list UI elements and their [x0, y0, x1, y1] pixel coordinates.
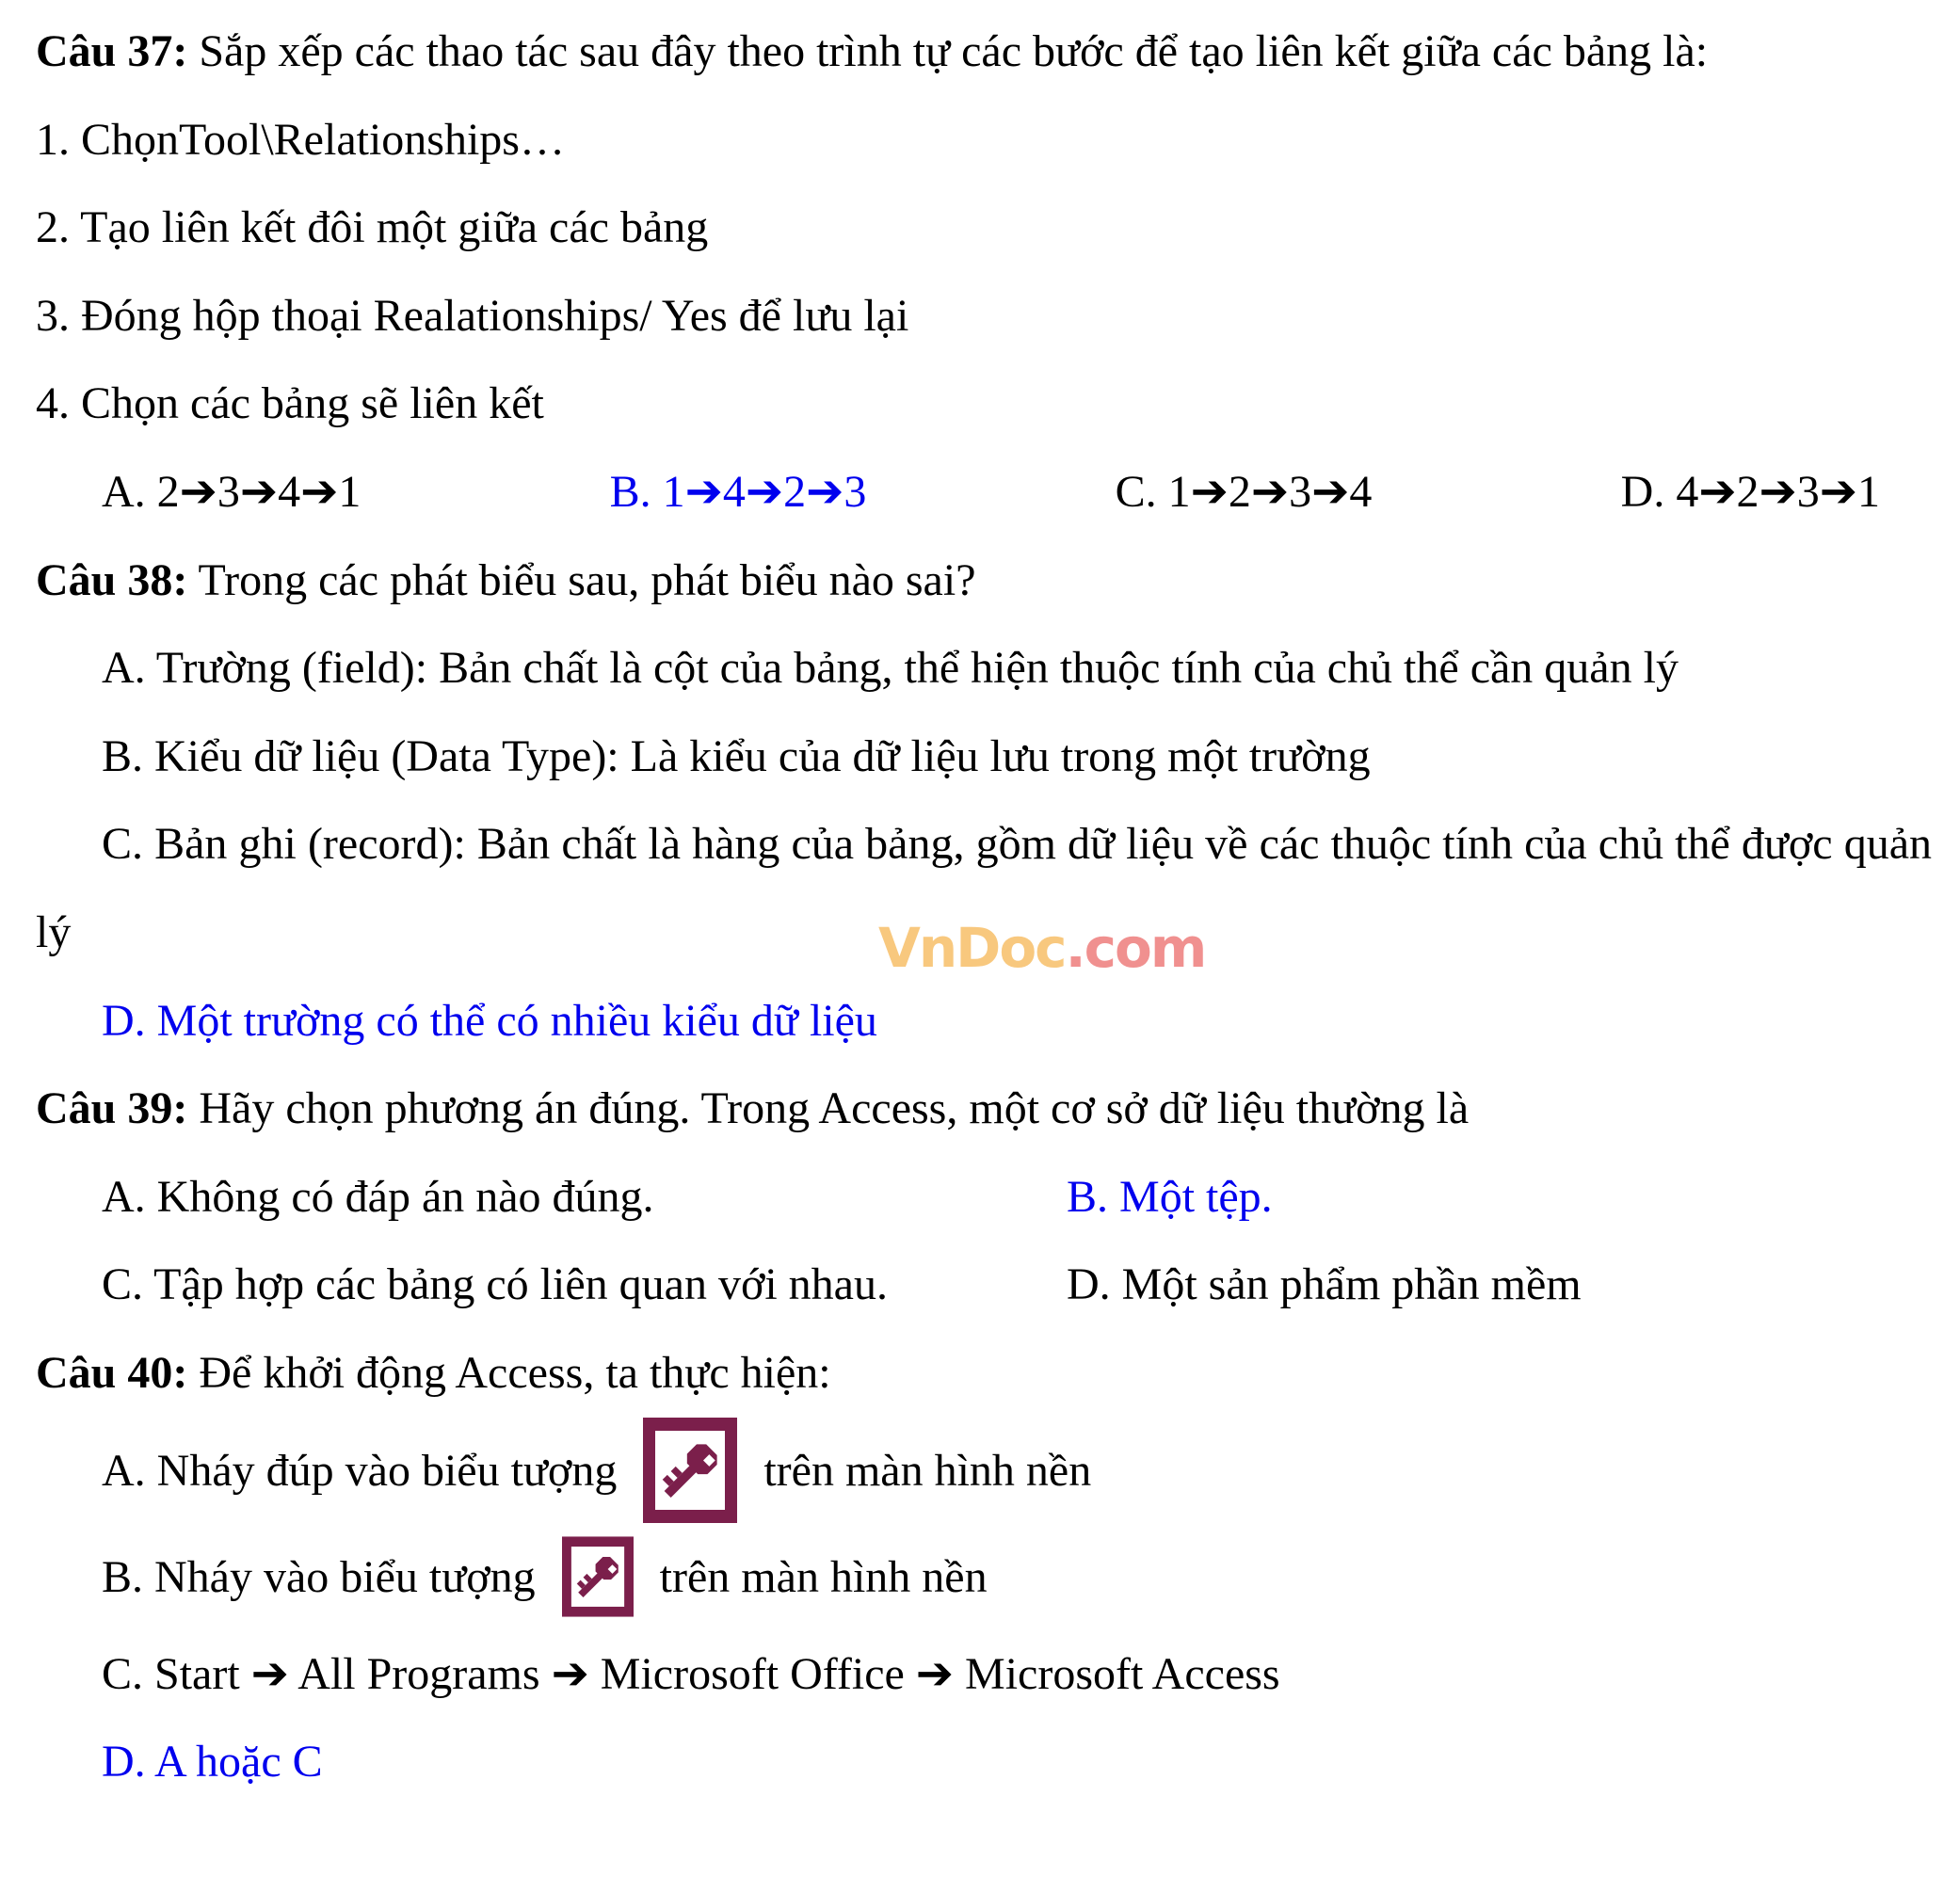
q39-label: Câu 39: [36, 1083, 188, 1134]
watermark-text-pink: .com [1065, 916, 1206, 980]
q39-option-c: C. Tập hợp các bảng có liên quan với nhau. [102, 1259, 888, 1310]
q40-option-a-text-before: A. Nháy đúp vào biểu tượng [102, 1445, 618, 1496]
q37-question-text: Sắp xếp các thao tác sau đây theo trình tự các bước để tạo liên kết giữa các bảng là: [199, 26, 1709, 76]
q38-option-b: B. Kiểu dữ liệu (Data Type): Là kiểu của dữ liệu lưu trong một trường [102, 730, 1371, 781]
ms-access-key-icon [562, 1532, 634, 1621]
q40-question [36, 1329, 1932, 1418]
q39-options-row-1 [36, 1153, 1932, 1242]
q37-step-4: 4. Chọn các bảng sẽ liên kết [36, 378, 544, 429]
q37-option-c: C. 1➔2➔3➔4 [1115, 466, 1373, 517]
q38-option-c: C. Bản ghi (record): Bản chất là hàng của bảng, gồm dữ liệu về các thuộc tính của chủ thể được quản lý [36, 819, 1932, 957]
q37-option-b-correct: B. 1➔4➔2➔3 [609, 466, 867, 517]
watermark-text-orange: VnDoc [878, 916, 1066, 980]
q40-option-a-text-after: trên màn hình nền [763, 1445, 1092, 1496]
q39-option-a: A. Không có đáp án nào đúng. [102, 1171, 654, 1222]
q39-option-b-correct: B. Một tệp. [1067, 1171, 1273, 1222]
q40-label: Câu 40: [36, 1347, 188, 1398]
q38-option-d-correct: D. Một trường có thể có nhiều kiểu dữ liệu [102, 995, 877, 1046]
q40-option-d-correct: D. A hoặc C [102, 1737, 323, 1788]
q40-option-b-text-before: B. Nháy vào biểu tượng [102, 1551, 536, 1602]
q37-step-2: 2. Tạo liên kết đôi một giữa các bảng [36, 202, 709, 253]
q37-step-3: 3. Đóng hộp thoại Realationships/ Yes để lưu lại [36, 290, 909, 341]
q39-options-row-2 [36, 1241, 1932, 1329]
q39-question-text: Hãy chọn phương án đúng. Trong Access, một cơ sở dữ liệu thường là [199, 1083, 1470, 1134]
ms-access-key-icon [643, 1418, 737, 1523]
q37-label: Câu 37: [36, 26, 188, 76]
q40-option-b-text-after: trên màn hình nền [659, 1551, 988, 1602]
q40-option-c: C. Start ➔ All Programs ➔ Microsoft Office ➔ Microsoft Access [102, 1648, 1280, 1699]
q38-label: Câu 38: [36, 554, 188, 605]
q38-option-a: A. Trường (field): Bản chất là cột của bảng, thể hiện thuộc tính của chủ thể cần quản lý [102, 643, 1679, 694]
q37-question [36, 8, 1932, 96]
q37-option-a: A. 2➔3➔4➔1 [102, 466, 361, 517]
q39-question [36, 1065, 1932, 1153]
q37-step-1: 1. ChọnTool\Relationships… [36, 114, 565, 165]
q40-option-a [36, 1418, 1932, 1532]
q38-question-text: Trong các phát biểu sau, phát biểu nào sai? [198, 554, 976, 605]
q40-option-b [36, 1532, 1932, 1630]
q39-option-d: D. Một sản phẩm phần mềm [1067, 1259, 1582, 1310]
q38-question [36, 537, 1932, 625]
q40-question-text: Để khởi động Access, ta thực hiện: [199, 1347, 831, 1398]
q37-options-row [36, 448, 1932, 537]
q37-option-d: D. 4➔2➔3➔1 [1620, 466, 1880, 517]
